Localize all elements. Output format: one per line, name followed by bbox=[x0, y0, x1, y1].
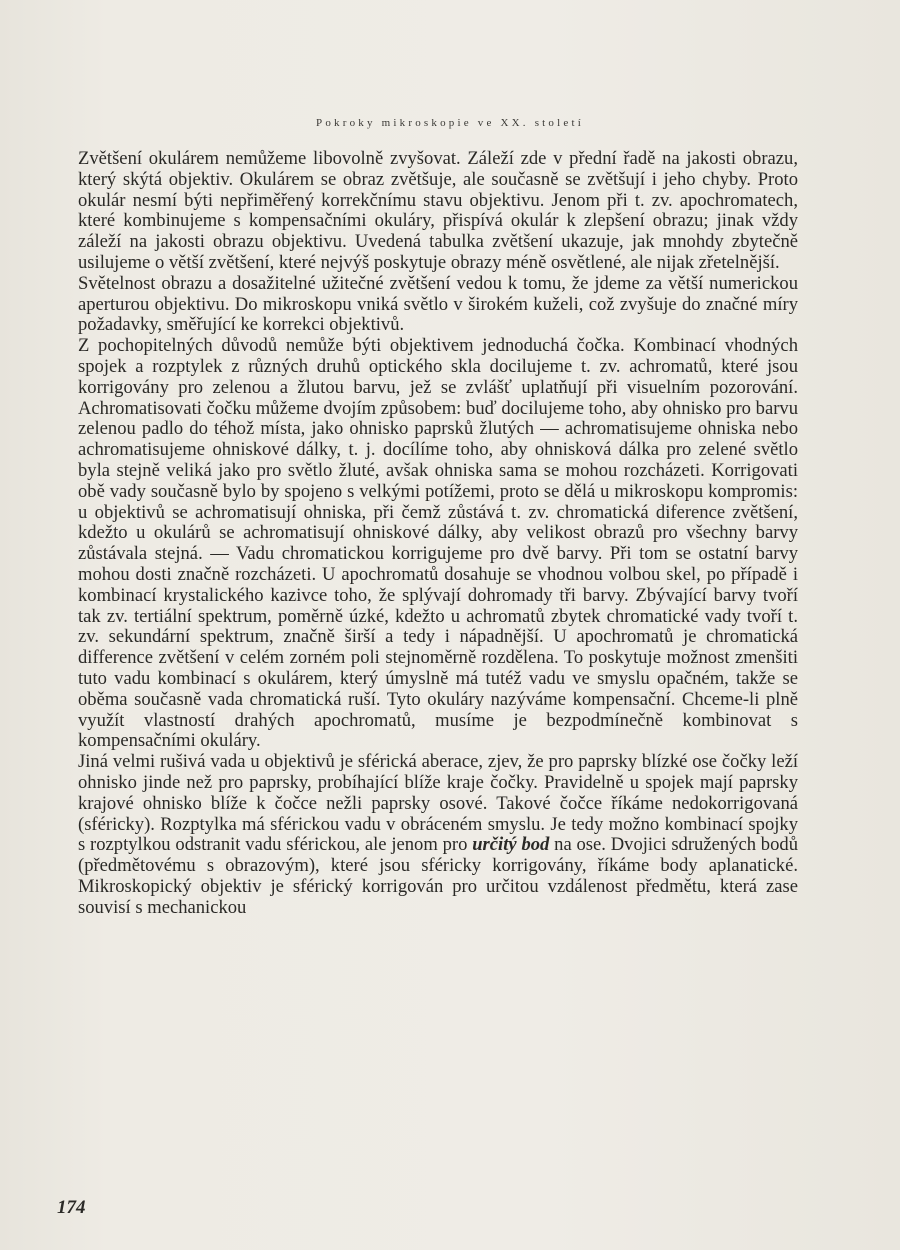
running-head: Pokroky mikroskopie ve XX. století bbox=[316, 117, 584, 129]
body-text bbox=[78, 149, 798, 918]
paragraph-4-text-a: Jiná velmi rušivá vada u objektivů je sférická aberace, zjev, že pro paprsky blízké ose čočky leží ohnisko jinde než pro paprsky, probíhající blíže kraje čočky. Pravidelně u spojek mají paprsky krajové ohnisko blíže k čočce nežli paprsky osové. Takové čočce říkáme nedokorrigovaná (sféricky). Rozptylka má sférickou vadu v obráceném smyslu. Je tedy možno kombinací spojky s rozptylkou odstranit vadu sférickou, ale jenom pro bbox=[78, 751, 798, 856]
paragraph-4-text-b: na ose. Dvojici sdružených bodů (předmětovému s obrazovým), které jsou sféricky korrigovány, říkáme body aplanatické. Mikroskopický objektiv je sférický korrigován pro určitou vzdálenost předmětu, která zase souvisí s mechanickou bbox=[78, 834, 798, 918]
paragraph-1: Zvětšení okulárem nemůžeme libovolně zvyšovat. Záleží zde v přední řadě na jakosti obrazu, který skýtá objektiv. Okulárem se obraz zvětšuje, ale současně se zvětšují i jeho chyby. Proto okulár nesmí býti nepřiměřený korrekčnímu stavu objektivu. Jenom při t. zv. apochromatech, které kombinujeme s kompensačními okuláry, přispívá okulár k zlepšení obrazu; jinak vždy záleží na jakosti obrazu objektivu. Uvedená tabulka zvětšení ukazuje, jak mnohdy zbytečně usilujeme o větší zvětšení, které nejvýš poskytuje obrazy méně osvětlené, ale nijak zřetelnější. bbox=[78, 148, 798, 273]
paragraph-4 bbox=[78, 752, 798, 918]
paragraph-3: Z pochopitelných důvodů nemůže býti objektivem jednoduchá čočka. Kombinací vhodných spojek a rozptylek z různých druhů optického skla docilujeme t. zv. achromatů, které jsou korrigovány pro zelenou a žlutou barvu, jež se zvlášť uplatňují při visuelním pozorování. Achromatisovati čočku můžeme dvojím způsobem: buď docilujeme toho, aby ohnisko pro barvu zelenou padlo do téhož místa, jako ohnisko paprsků žlutých — achromatisujeme ohniska nebo achromatisujeme ohniskové dálky, t. j. docílíme toho, aby ohnisková dálka pro zelené světlo byla stejně veliká jako pro světlo žluté, avšak ohniska sama se mohou rozcházeti. Korrigovati obě vady současně bylo by spojeno s velkými potížemi, proto se dělá u mikroskopu kompromis: u objektivů se achromatisují ohniska, při čemž zůstává t. zv. chromatická diference zvětšení, kdežto u okulárů se achromatisují ohniskové dálky, aby velikost obrazů pro všechny barvy zůstávala stejná. — Vadu chromatickou korrigujeme pro dvě barvy. Při tom se ostatní barvy mohou dosti značně rozcházeti. U apochromatů dosahuje se vhodnou volbou skel, po případě i kombinací krystalického kazivce toho, že splývají dohromady tři barvy. Zbývající barvy tvoří tak zv. tertiální spektrum, poměrně úzké, kdežto u achromatů zbytek chromatické vady tvoří t. zv. sekundární spektrum, značně širší a tedy i nápadnější. U apochromatů je chromatická difference zvětšení v celém zorném poli stejnoměrně rozdělena. To poskytuje možnost zmenšiti tuto vadu kombinací s okulárem, který úmyslně má tutéž vadu ve smyslu opačném, takže se oběma současně vada chromatická ruší. Tyto okuláry nazýváme kompensační. Chceme-li plně využít vlastností drahých apochromatů, musíme je bezpodmínečně kombinovat s kompensačními okuláry. bbox=[78, 335, 798, 752]
emphasis-text: určitý bod bbox=[472, 834, 550, 856]
page-number: 174 bbox=[57, 1197, 86, 1218]
paragraph-2: Světelnost obrazu a dosažitelné užitečné zvětšení vedou k tomu, že jdeme za větší numerickou aperturou objektivu. Do mikroskopu vniká světlo v širokém kuželi, což zvyšuje do značné míry požadavky, směřující ke korrekci objektivů. bbox=[78, 272, 798, 336]
